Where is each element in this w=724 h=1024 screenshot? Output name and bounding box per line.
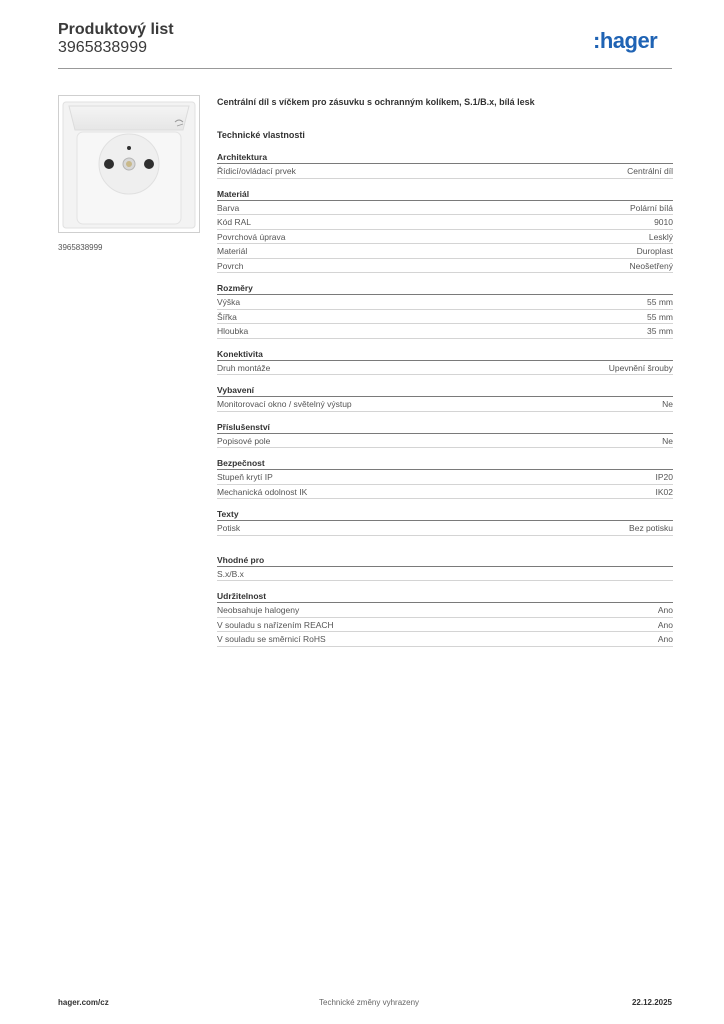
spec-label: Stupeň krytí IP bbox=[217, 472, 273, 482]
spec-value: Bez potisku bbox=[629, 523, 673, 533]
footer-website[interactable]: hager.com/cz bbox=[58, 998, 109, 1007]
spec-row bbox=[217, 397, 673, 412]
spec-label: Povrchová úprava bbox=[217, 231, 286, 242]
spec-value: 55 mm bbox=[647, 297, 673, 307]
spec-row bbox=[217, 567, 673, 582]
spec-value: Polární bílá bbox=[630, 202, 673, 213]
spec-label: Hloubka bbox=[217, 326, 249, 336]
section-title: Konektivita bbox=[217, 347, 673, 361]
spec-row bbox=[217, 324, 673, 339]
spec-value: Ne bbox=[662, 435, 673, 446]
spec-value: 35 mm bbox=[647, 326, 673, 336]
section-title: Rozměry bbox=[217, 281, 673, 295]
technical-heading: Technické vlastnosti bbox=[217, 130, 305, 140]
spec-section bbox=[217, 553, 673, 582]
spec-section bbox=[217, 187, 673, 274]
spec-label: Barva bbox=[217, 202, 240, 213]
spec-sections bbox=[217, 150, 673, 647]
spec-section bbox=[217, 420, 673, 449]
spec-value: Duroplast bbox=[636, 246, 673, 256]
spec-label: Kód RAL bbox=[217, 217, 252, 227]
spec-value: IK02 bbox=[655, 486, 673, 497]
spec-value: Ano bbox=[657, 619, 673, 630]
spec-row bbox=[217, 603, 673, 618]
spec-value: Neošetřený bbox=[629, 260, 673, 271]
spec-row bbox=[217, 310, 673, 325]
spec-section bbox=[217, 281, 673, 339]
spec-row bbox=[217, 521, 673, 536]
footer-date: 22.12.2025 bbox=[631, 998, 672, 1007]
spec-label: Potisk bbox=[217, 523, 241, 533]
spec-row bbox=[217, 230, 673, 245]
product-title: Centrální díl s víčkem pro zásuvku s ochranným kolíkem, S.1/B.x, bílá lesk bbox=[217, 97, 535, 107]
spec-row bbox=[217, 295, 673, 310]
spec-label: Monitorovací okno / světelný výstup bbox=[217, 399, 352, 409]
spec-row bbox=[217, 470, 673, 485]
section-title: Udržitelnost bbox=[217, 589, 673, 603]
socket-illustration bbox=[59, 96, 199, 232]
spec-row bbox=[217, 618, 673, 633]
spec-label: S.x/B.x bbox=[217, 568, 244, 579]
spec-value: Ano bbox=[657, 605, 673, 615]
spec-section bbox=[217, 456, 673, 499]
spec-label: Popisové pole bbox=[217, 435, 271, 446]
spec-value: Ne bbox=[662, 399, 673, 409]
spec-row bbox=[217, 632, 673, 647]
spec-value: IP20 bbox=[655, 472, 673, 482]
spec-row bbox=[217, 361, 673, 376]
page-title: Produktový list bbox=[58, 21, 174, 38]
spec-section bbox=[217, 507, 673, 536]
spec-value: Centrální díl bbox=[627, 166, 673, 176]
spec-row bbox=[217, 164, 673, 179]
spec-row bbox=[217, 434, 673, 449]
spec-value: Lesklý bbox=[648, 231, 673, 242]
section-title: Texty bbox=[217, 507, 673, 521]
spec-section bbox=[217, 150, 673, 179]
spec-value: 9010 bbox=[654, 217, 673, 227]
spec-row bbox=[217, 215, 673, 230]
spec-label: V souladu s nařízením REACH bbox=[217, 619, 334, 630]
spec-label: V souladu se směrnicí RoHS bbox=[217, 634, 326, 644]
spec-value: Ano bbox=[657, 634, 673, 644]
section-title: Bezpečnost bbox=[217, 456, 673, 470]
section-title: Vybavení bbox=[217, 383, 673, 397]
hager-logo: :hager bbox=[593, 28, 658, 53]
spec-label: Povrch bbox=[217, 260, 244, 271]
section-title: Architektura bbox=[217, 150, 673, 164]
spec-row bbox=[217, 201, 673, 216]
footer-note: Technické změny vyhrazeny bbox=[319, 998, 420, 1007]
header-divider bbox=[58, 68, 672, 69]
spec-label: Mechanická odolnost IK bbox=[217, 486, 308, 497]
section-title: Příslušenství bbox=[217, 420, 673, 434]
spec-section bbox=[217, 347, 673, 376]
product-number: 3965838999 bbox=[58, 39, 147, 56]
spec-row bbox=[217, 259, 673, 274]
spec-content bbox=[217, 95, 673, 647]
spec-label: Materiál bbox=[217, 246, 248, 256]
spec-label: Výška bbox=[217, 297, 241, 307]
spec-row bbox=[217, 485, 673, 500]
spec-label: Řídicí/ovládací prvek bbox=[217, 166, 296, 176]
spec-section bbox=[217, 383, 673, 412]
spec-label: Neobsahuje halogeny bbox=[217, 605, 300, 615]
spec-value: 55 mm bbox=[647, 311, 673, 322]
section-title: Vhodné pro bbox=[217, 553, 673, 567]
spec-label: Šířka bbox=[217, 311, 237, 322]
image-caption: 3965838999 bbox=[58, 243, 103, 252]
spec-label: Druh montáže bbox=[217, 362, 271, 373]
section-title: Materiál bbox=[217, 187, 673, 201]
spec-value: Upevnění šrouby bbox=[608, 362, 673, 373]
spec-section bbox=[217, 589, 673, 647]
product-image bbox=[58, 95, 200, 233]
spec-row bbox=[217, 244, 673, 259]
